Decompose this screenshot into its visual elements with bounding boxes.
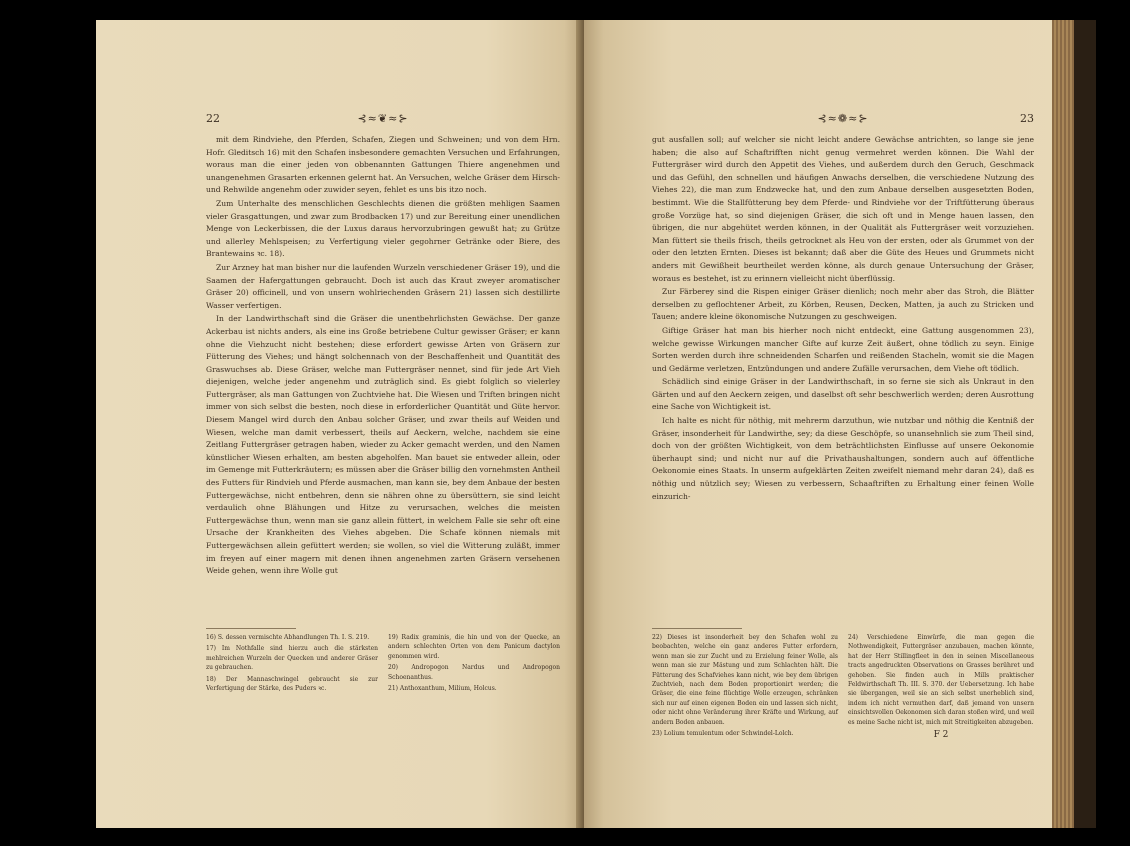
left-paragraph: mit dem Rindviehe, den Pferden, Schafen, Ziegen und Schweinen; und von dem Hrn. Hofr. Gleditsch 16) mit den Schafen insbesondere gemachten Versuchen und Erfahrungen, woraus man die einer jeden von obbenannten Gattungen Thiere angenehmen und unangenehmen Grasarten erkennen gelernt hat. An Versuchen, welche Gräser dem Hirsch- und Rehwilde angenehm oder zuwider seyen, fehlet es uns bis itzo noch. <box>206 135 560 195</box>
footnote: 20) Andropogon Nardus und Andropogon Schoenanthus. <box>388 664 560 681</box>
left-ornament: ⊰≈❦≈⊱ <box>357 112 409 125</box>
left-body-text <box>206 134 560 622</box>
page-edges <box>1052 20 1074 828</box>
right-paragraph: Ich halte es nicht für nöthig, mit mehrerm darzuthun, wie nutzbar und nöthig die Kentniß der Gräser, insonderheit für Landwirthe, sey; da diese Geschöpfe, so unansehnlich sie zum Theil sind, doch von der größten Wichtigkeit, von dem beträchtlichsten Einflusse auf unsere Oekonomie überhaupt sind; und nicht nur auf die Privathaushaltungen, sondern auch auf öffentliche Oekonomie eines Staats. In unserm aufgeklärten Zeiten zweifelt niemand mehr daran 24), daß es nöthig und nützlich sey; Wiesen zu verbessern, Schaaftriften zu Erhaltung einer feinen Wolle einzurich- <box>652 416 1034 501</box>
right-footnote-rule <box>652 628 742 629</box>
footnote: 22) Dieses ist insonderheit bey den Schafen wohl zu beobachten, welche ein ganz anderes Futter erfordern, wenn man sie zur Zucht und zu Erzielung feiner Wolle, als wenn man sie zur Mästung und zum Schlachten hält. Die Fütterung des Schafviehes kann nicht, wie bey dem übrigen Zuchtvieh, nach dem Boden proportionirt werden; die Gräser, die eine feine flüchtige Wolle erzeugen, schränken sich nur auf einen eigenen Boden ein und lassen sich nicht, oder nicht ohne Veränderung ihrer Kräfte und Wirkung, auf andern Boden anbauen. <box>652 634 838 726</box>
right-footnotes <box>652 633 1034 740</box>
left-paragraph: Zur Arzney hat man bisher nur die laufenden Wurzeln verschiedener Gräser 19), und die Saamen der Hafergattungen gebraucht. Doch ist auch das Kraut zweyer aromatischer Gräser 20) officinell, und von unsern wohlriechenden Gräsern 21) lassen sich destillirte Wasser verfertigen. <box>206 262 560 310</box>
right-ornament: ⊰≈❁≈⊱ <box>817 112 869 125</box>
left-footnotes <box>206 633 560 695</box>
right-body-text <box>652 134 1034 622</box>
left-page-number: 22 <box>206 112 220 125</box>
footnote: 19) Radix graminis, die hin und von der Quecke, an andern schlechten Orten von dem Panicum dactylon genommen wird. <box>388 634 560 660</box>
right-paragraph: Zur Färberey sind die Rispen einiger Gräser dienlich; noch mehr aber das Stroh, die Blätter derselben zu geflochtener Arbeit, zu Körben, Reusen, Decken, Matten, ja auch zu Stricken und Tauen; andere kleine ökonomische Nutzungen zu geschweigen. <box>652 287 1034 322</box>
right-paragraph: Giftige Gräser hat man bis hierher noch nicht entdeckt, eine Gattung ausgenommen 23), welche gewisse Wirkungen mancher Gifte auf kurze Zeit äußert, ohne tödlich zu seyn. Einige Sorten werden durch ihre schneidenden Scharfen und reißenden Stacheln, womit sie die Magen und Gedärme verletzen, Entzündungen und andere Zufälle verursachen, dem Viehe oft tödlich. <box>652 325 1034 373</box>
signature-mark: F 2 <box>933 730 949 741</box>
right-paragraph: Schädlich sind einige Gräser in der Landwirthschaft, in so ferne sie sich als Unkraut in den Gärten und auf den Aeckern zeigen, und daselbst oft sehr beschwerlich werden; deren Ausrottung eine Sache von Wichtigkeit ist. <box>652 377 1034 412</box>
left-page <box>96 20 584 828</box>
left-footnotes-col-1 <box>206 633 378 695</box>
footnote: 24) Verschiedene Einwürfe, die man gegen die Nothwendigkeit, Futtergräser anzubauen, machen könnte, hat der Herr Stillingfleet in den in seinen Miscellaneous tracts angedruckten Observations on Grasses berühret und gehoben. Sie finden auch in Mills praktischer Feldwirthschaft Th. III. S. 370. der Uebersetzung. Ich habe sie übergangen, weil sie an sich selbst unerheblich sind, indem ich nicht vermuthen darf, daß jemand von unsern einsichtsvollen Oekonomen sich daran stoßen wird, und weil es meine Sache nicht ist, mich mit Streitigkeiten abzugeben. <box>848 634 1034 726</box>
footnote: 18) Der Mannaschwingel gebraucht sie zur Verfertigung der Stärke, des Puders ꝛc. <box>206 675 378 693</box>
right-page-number: 23 <box>1020 112 1034 125</box>
left-paragraph: In der Landwirthschaft sind die Gräser die unentbehrlichsten Gewächse. Der ganze Ackerbau ist nichts anders, als eine ins Große betriebene Cultur gewisser Gräser; er kann ohne die Viehzucht nicht bestehen; diese erfordert gewisse Arten von Gräsern zur Fütterung des Viehes; und hängt solchennach von der Beschaffenheit und Quantität des Graswuchses ab. Diese Gräser, welche man Futtergräser nennet, sind für jede Art Vieh diejenigen, welche jeder angenehm und zuträglich sind. Es giebt folglich so vielerley Futtergräser, als man Gattungen von Zuchtviehe hat. Die Wiesen und Triften bringen nicht immer von sich selbst die besten, noch diese in erforderlicher Quantität und Güte hervor. Diesem Mangel wird durch den Anbau solcher Gräser, und zwar theils auf Weiden und Wiesen, welche man damit verbessert, theils auf Aeckern, welche, nachdem sie eine Zeitlang Futtergräser getragen haben, wieder zu Acker gemacht werden, und den Namen künstlicher Wiesen erhalten, am besten abgeholfen. Man bauet sie entweder allein, oder im Gemenge mit Futterkräutern; es müssen aber die Gräser billig den vornehmsten Antheil des Futters für Rindvieh und Pferde ausmachen, man kann sie, bey dem Anbaue der besten Futtergewächse, nicht entbehren, denn sie nähren ohne zu übersüttern, sie sind leicht verdaulich ohne Blähungen und Hitze zu verursachen, welches die meisten Futtergewächse thun, wenn man sie ganz allein füttert, in welchem Falle sie sehr oft eine Ursache der Krankheiten des Viehes abgeben. Die Schafe können niemals mit Futtergewächsen allein gefüttert werden; sie wollen, so viel die Witterung zuläßt, immer im freyen auf einer magern mit denen ihnen angenehmen zarten Gräsern versehenen Weide gehen, wenn ihre Wolle gut <box>206 314 560 576</box>
footnote: 17) Im Nothfalle sind hierzu auch die stärksten mehlreichen Wurzeln der Quecken und anderer Gräser zu gebrauchen. <box>206 645 378 672</box>
right-page <box>584 20 1074 828</box>
open-book <box>96 20 1096 828</box>
left-running-head <box>206 112 560 128</box>
right-footnotes-col-1 <box>652 633 838 740</box>
right-paragraph: gut ausfallen soll; auf welcher sie nicht leicht andere Gewächse antrichten, so lange sie jene haben; die also auf Schaftrifften nicht genug vermehret werden können. Die Wahl der Futtergräser wird durch den Appetit des Viehes, und außerdem durch den Geruch, Geschmack und das Gefühl, den schnellen und häufigen Anwachs derselben, die verschiedene Nutzung des Viehes 22), die man zum Endzwecke hat, und den zum Anbaue derselben ausgesetzten Boden, bestimmt. Wie die Stallfütterung bey dem Pferde- und Rindviehe vor der Triftfütterung überaus große Vorzüge hat, so sind diejenigen Gräser, die sich oft und in Menge hauen lassen, den übrigen, die nur abgehütet werden können, in der Qualität als Futtergräser weit vorzuziehen. Man füttert sie theils frisch, theils getrocknet als Heu von der ersten, oder als Grummet von der oder den letzten Ernten. Dieses ist bekannt; daß aber die Güte des Heues und Grummets nicht anders mit Gewißheit beurtheilet werden könne, als durch genaue Untersuchung der Gräser, woraus es bestehet, ist zu erinnern vielleicht nicht überflüssig. <box>652 135 1034 283</box>
footnote: 16) S. dessen vermischte Abhandlungen Th. I. S. 219. <box>206 634 370 641</box>
left-footnote-rule <box>206 628 296 629</box>
footnote: 23) Lolium temulentum oder Schwindel-Lolch. <box>652 730 794 738</box>
left-paragraph: Zum Unterhalte des menschlichen Geschlechts dienen die größten mehligen Saamen vieler Grasgattungen, und zwar zum Brodbacken 17) und zur Bereitung einer unendlichen Menge von Leckerbissen, die der Luxus daraus hervorzubringen gewußt hat; zu Grütze und allerley Mehlspeisen; zu Verfertigung vieler gegohrner Getränke oder Biere, des Brantewains ꝛc. 18). <box>206 198 560 259</box>
right-running-head <box>652 112 1034 128</box>
footnote: 21) Anthoxanthum, Milium, Holcus. <box>388 685 497 693</box>
right-footnotes-col-2 <box>848 633 1034 740</box>
left-footnotes-col-2 <box>388 633 560 695</box>
